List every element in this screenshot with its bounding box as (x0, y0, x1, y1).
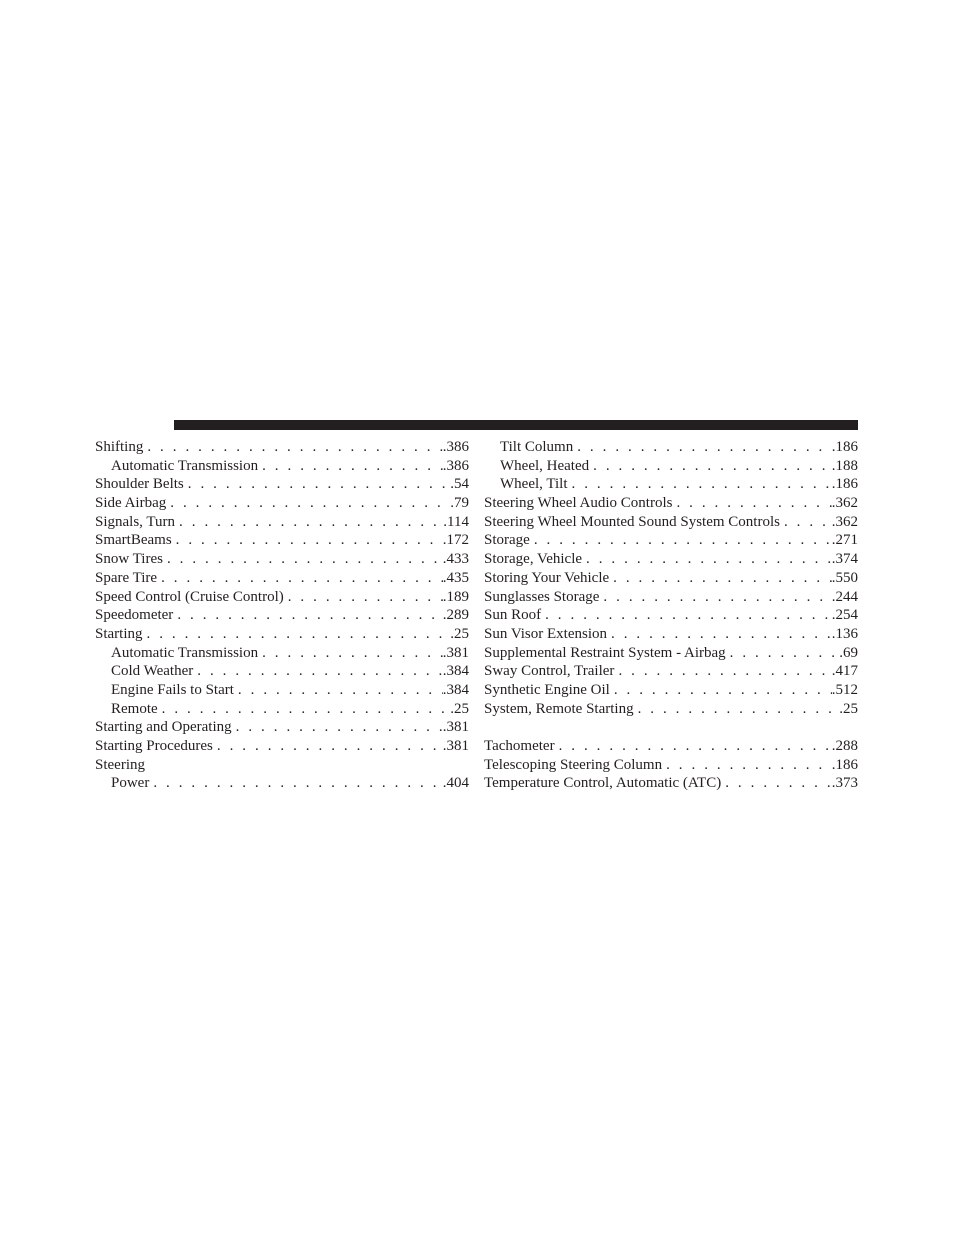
index-entry (95, 438, 469, 457)
index-term: Wheel, Tilt (500, 476, 568, 493)
dot-leader (143, 438, 442, 457)
page-number: .25 (450, 700, 469, 717)
dot-leader (157, 569, 443, 588)
index-entry (95, 569, 469, 588)
index-term: Snow Tires (95, 551, 163, 568)
index-subentry (95, 681, 469, 700)
index-entry (95, 737, 469, 756)
dot-leader (662, 756, 832, 775)
dot-leader (234, 681, 443, 700)
index-term: Spare Tire (95, 569, 158, 586)
index-term: Steering Wheel Mounted Sound System Controls (484, 513, 780, 530)
index-term: Wheel, Heated (500, 457, 590, 474)
dot-leader (610, 681, 832, 700)
index-entry (95, 550, 469, 569)
index-term: Starting Procedures (95, 738, 213, 754)
index-entry (95, 531, 469, 550)
index-column-left (95, 438, 469, 793)
index-subentry (95, 774, 469, 793)
dot-leader (780, 513, 832, 532)
page-number: .25 (450, 625, 469, 642)
dot-leader (149, 774, 442, 793)
page-number: .404 (442, 775, 469, 792)
index-subentry (95, 700, 469, 719)
page-number: .435 (442, 569, 469, 586)
page-number: .512 (831, 681, 858, 698)
page-number: .254 (831, 607, 858, 624)
index-term: Cold Weather (111, 663, 194, 680)
page-number: .550 (831, 569, 858, 586)
index-entry (484, 774, 858, 793)
index-column-right (484, 438, 858, 793)
page-number: .417 (831, 663, 858, 680)
dot-leader (726, 644, 840, 663)
index-term: Automatic Transmission (111, 644, 259, 661)
page-number: .384 (442, 663, 469, 680)
dot-leader (607, 625, 832, 644)
dot-leader (232, 718, 443, 737)
index-entry (95, 625, 469, 644)
dot-leader (589, 457, 832, 476)
index-term: Side Airbag (95, 495, 167, 512)
dot-leader (555, 737, 832, 756)
index-term: Starting and Operating (95, 719, 232, 736)
index-header-bar (174, 420, 858, 430)
index-term: Sway Control, Trailer (484, 663, 615, 680)
index-term: Tilt Column (500, 439, 574, 455)
index-term: Shifting (95, 439, 144, 455)
index-entry (484, 550, 858, 569)
index-term: Sun Visor Extension (484, 625, 607, 642)
dot-leader (614, 662, 831, 681)
index-term: Speed Control (Cruise Control) (95, 588, 284, 605)
page-number: .373 (831, 775, 858, 792)
index-entry (95, 494, 469, 513)
dot-leader (573, 438, 832, 457)
page-number: .189 (442, 588, 469, 605)
dot-leader (672, 494, 831, 513)
page-number: .288 (831, 738, 858, 754)
dot-leader (175, 513, 443, 532)
page-number: .54 (450, 476, 469, 493)
index-entry (484, 494, 858, 513)
dot-leader (158, 700, 451, 719)
index-entry (95, 756, 469, 775)
dot-leader (599, 588, 831, 607)
index-term: Starting (95, 625, 143, 642)
dot-leader (193, 662, 443, 681)
page-number: .289 (442, 607, 469, 624)
page-number: .386 (442, 457, 469, 474)
page-number: .433 (442, 551, 469, 568)
index-term: Steering (95, 756, 145, 773)
index-term: Automatic Transmission (111, 457, 259, 474)
index-term: Remote (111, 700, 158, 717)
page-number: .381 (442, 719, 469, 736)
index-term: System, Remote Starting (484, 700, 634, 717)
index-subentry (95, 644, 469, 663)
index-term: Signals, Turn (95, 513, 176, 530)
index-subentry (484, 457, 858, 476)
index-entry (95, 475, 469, 494)
page-number: .25 (839, 700, 858, 717)
dot-leader (284, 588, 443, 607)
index-term: Storing Your Vehicle (484, 569, 610, 586)
index-term: Telescoping Steering Column (484, 756, 663, 773)
page-number: .362 (831, 513, 858, 530)
index-term: Synthetic Engine Oil (484, 681, 610, 698)
index-term: Storage, Vehicle (484, 551, 583, 568)
dot-leader (530, 531, 832, 550)
page-number: .362 (831, 495, 858, 512)
page-number: .381 (442, 644, 469, 661)
page-number: .244 (831, 588, 858, 605)
index-subentry (95, 457, 469, 476)
index-term: Temperature Control, Automatic (ATC) (484, 775, 722, 792)
index-entry (95, 606, 469, 625)
dot-leader (582, 550, 832, 569)
index-term: Power (111, 775, 150, 792)
page-number: .386 (442, 439, 469, 455)
index-subentry (484, 438, 858, 457)
dot-leader (143, 625, 451, 644)
dot-leader (213, 737, 443, 756)
page-number: .136 (831, 625, 858, 642)
index-subentry (95, 662, 469, 681)
page-number: .79 (450, 495, 469, 512)
page-number: .381 (442, 738, 469, 754)
page-number: .188 (831, 457, 858, 474)
dot-leader (568, 475, 832, 494)
dot-leader (721, 774, 832, 793)
index-entry (484, 606, 858, 625)
index-term: Sunglasses Storage (484, 588, 600, 605)
page-number: .172 (442, 532, 469, 549)
index-entry (484, 644, 858, 663)
index-entry (484, 737, 858, 756)
index-entry (484, 588, 858, 607)
page-number: .69 (839, 644, 858, 661)
page-number: .384 (442, 681, 469, 698)
index-term: Supplemental Restraint System - Airbag (484, 644, 726, 661)
dot-leader (609, 569, 832, 588)
index-entry (484, 700, 858, 719)
index-term: Storage (484, 532, 530, 549)
dot-leader (166, 494, 450, 513)
index-term: Tachometer (484, 738, 555, 754)
page-number: .114 (443, 513, 469, 530)
index-entry (95, 513, 469, 532)
page-number: .271 (831, 532, 858, 549)
dot-leader (172, 531, 443, 550)
page-number: .374 (831, 551, 858, 568)
page-number: .186 (831, 756, 858, 773)
index-term: Engine Fails to Start (111, 681, 234, 698)
index-term: Sun Roof (484, 607, 542, 624)
dot-leader (184, 475, 451, 494)
index-entry (95, 588, 469, 607)
index-entry (484, 756, 858, 775)
dot-leader (258, 457, 443, 476)
index-term: Steering Wheel Audio Controls (484, 495, 673, 512)
index-entry (484, 531, 858, 550)
index-term: SmartBeams (95, 532, 172, 549)
page-number: .186 (831, 476, 858, 493)
index-entry (484, 662, 858, 681)
dot-leader (541, 606, 832, 625)
page-number: .186 (831, 439, 858, 455)
dot-leader (258, 644, 443, 663)
dot-leader (163, 550, 443, 569)
index-term: Speedometer (95, 607, 174, 624)
index-entry (484, 625, 858, 644)
dot-leader (634, 700, 840, 719)
index-entry (484, 513, 858, 532)
index-entry (484, 681, 858, 700)
dot-leader (173, 606, 442, 625)
index-entry (95, 718, 469, 737)
index-term: Shoulder Belts (95, 476, 184, 493)
index-subentry (484, 475, 858, 494)
index-entry (484, 569, 858, 588)
